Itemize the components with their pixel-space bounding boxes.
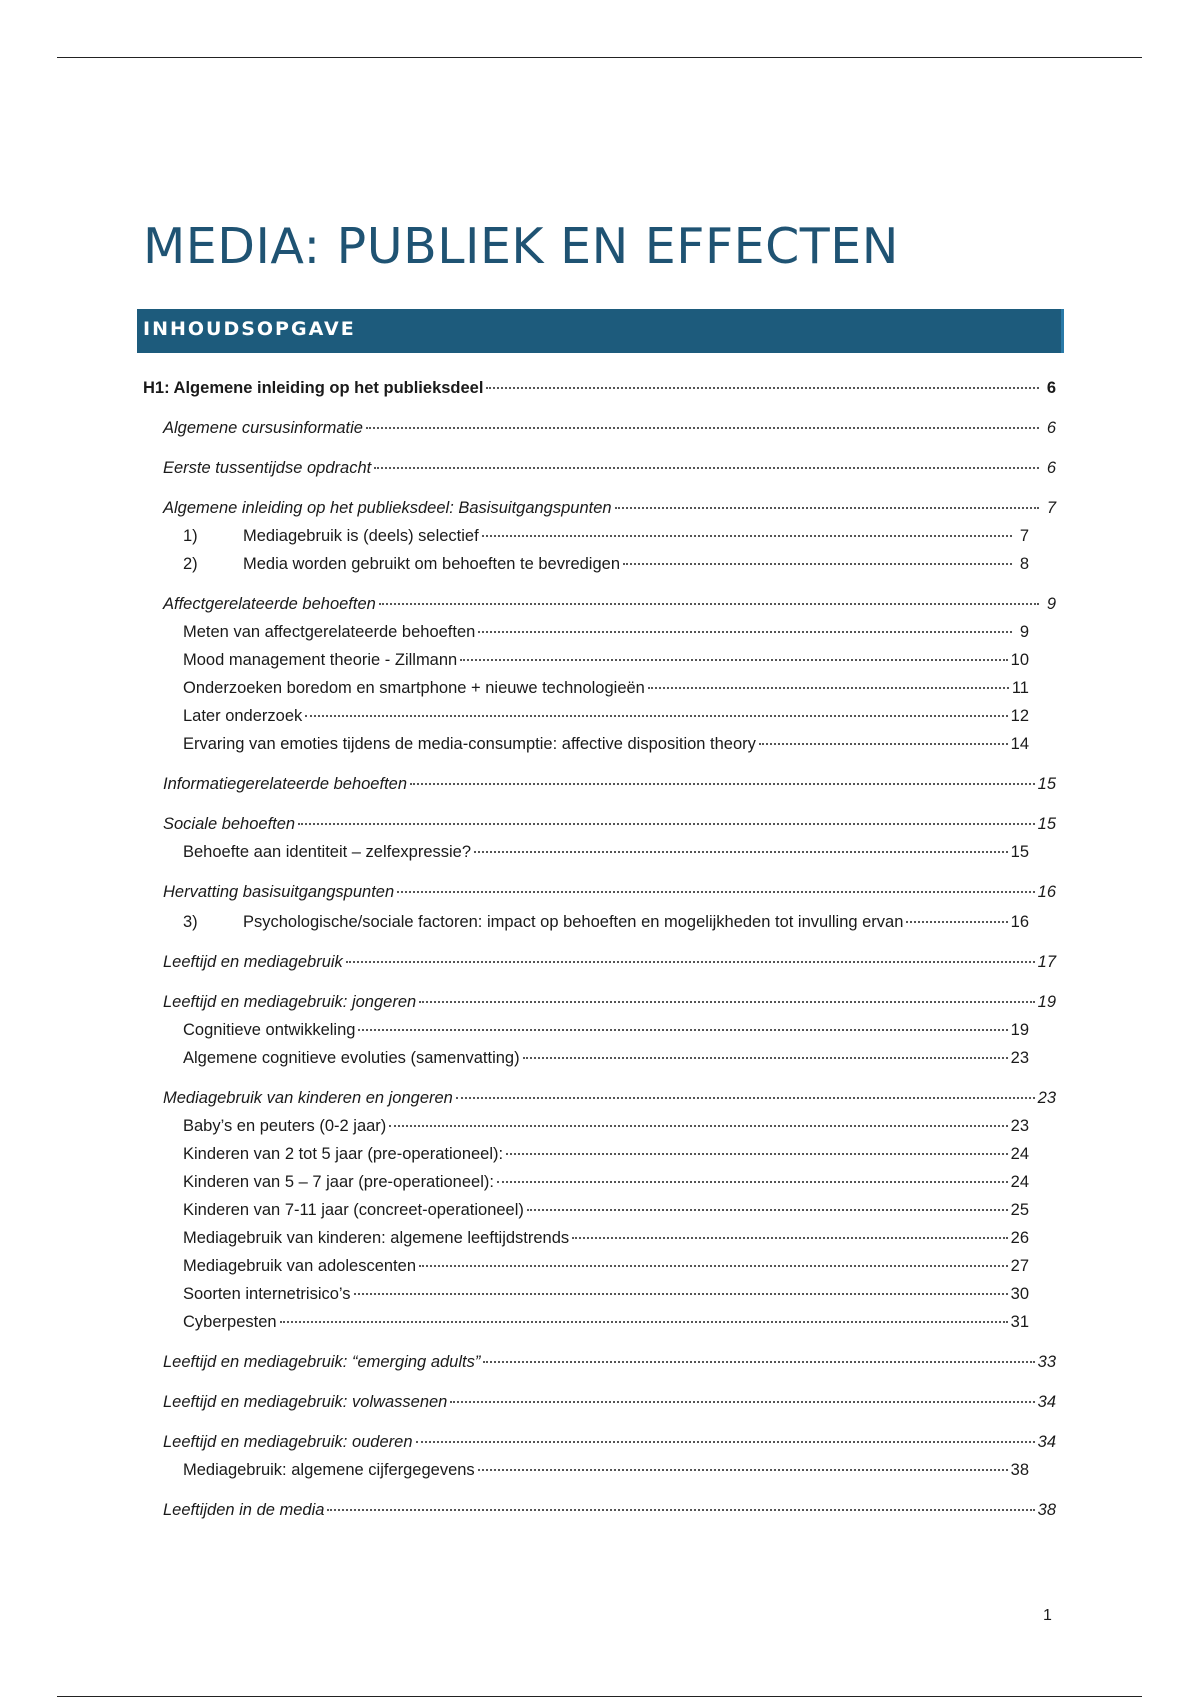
toc-leader-dots <box>327 1509 1034 1511</box>
toc-entry-title: Mediagebruik: algemene cijfergegevens <box>183 1461 475 1479</box>
toc-entry-page: 10 <box>1010 651 1029 669</box>
toc-entry-number: 2) <box>183 555 198 573</box>
toc-entry[interactable] <box>183 1257 1029 1283</box>
toc-entry-page: 38 <box>1037 1501 1056 1519</box>
toc-entry-page: 12 <box>1010 707 1029 725</box>
toc-entry-page: 9 <box>1046 595 1056 613</box>
toc-entry[interactable] <box>183 1313 1029 1339</box>
toc-entry-title: Leeftijden in de media <box>163 1501 325 1519</box>
toc-entry[interactable] <box>163 1353 1056 1379</box>
toc-leader-dots <box>305 715 1007 717</box>
toc-entry-page: 8 <box>1019 555 1029 573</box>
toc-entry-title: Later onderzoek <box>183 707 303 725</box>
toc-leader-dots <box>482 535 1012 537</box>
toc-leader-dots <box>506 1153 1008 1155</box>
toc-entry-page: 15 <box>1010 843 1029 861</box>
toc-entry-title: Ervaring van emoties tijdens de media-consumptie: affective disposition theory <box>183 735 756 753</box>
toc-entry-page: 6 <box>1046 459 1056 477</box>
toc-entry-title: Leeftijd en mediagebruik: volwassenen <box>163 1393 448 1411</box>
toc-entry[interactable] <box>163 993 1056 1019</box>
toc-leader-dots <box>527 1209 1008 1211</box>
toc-leader-dots <box>354 1293 1008 1295</box>
toc-entry-page: 30 <box>1010 1285 1029 1303</box>
toc-entry-title: Affectgerelateerde behoeften <box>163 595 376 613</box>
toc-entry[interactable] <box>183 555 1029 581</box>
toc-entry-page: 26 <box>1010 1229 1029 1247</box>
toc-entry-title: Mediagebruik is (deels) selectief <box>243 527 479 545</box>
toc-leader-dots <box>366 427 1039 429</box>
toc-leader-dots <box>419 1001 1034 1003</box>
toc-entry-title: Kinderen van 5 – 7 jaar (pre-operationeel): <box>183 1173 494 1191</box>
toc-entry-title: Onderzoeken boredom en smartphone + nieuwe technologieën <box>183 679 645 697</box>
toc-entry[interactable] <box>183 735 1029 761</box>
toc-entry-page: 23 <box>1010 1049 1029 1067</box>
toc-entry-page: 7 <box>1046 499 1056 517</box>
toc-entry-title: Meten van affectgerelateerde behoeften <box>183 623 476 641</box>
toc-entry-page: 19 <box>1010 1021 1029 1039</box>
toc-entry[interactable] <box>183 1145 1029 1171</box>
top-rule <box>57 57 1142 58</box>
toc-entry[interactable] <box>163 1433 1056 1459</box>
toc-entry[interactable] <box>163 953 1056 979</box>
toc-entry-page: 27 <box>1010 1257 1029 1275</box>
toc-entry[interactable] <box>183 1049 1029 1075</box>
toc-entry[interactable] <box>163 459 1056 485</box>
toc-leader-dots <box>456 1097 1035 1099</box>
toc-entry-page: 24 <box>1010 1173 1029 1191</box>
toc-entry-title: Algemene cursusinformatie <box>163 419 363 437</box>
toc-entry-page: 15 <box>1037 815 1056 833</box>
toc-entry[interactable] <box>163 1089 1056 1115</box>
toc-entry-number: 1) <box>183 527 198 545</box>
toc-leader-dots <box>759 743 1008 745</box>
toc-entry-title: Informatiegerelateerde behoeften <box>163 775 408 793</box>
toc-entry-page: 33 <box>1037 1353 1056 1371</box>
toc-entry-title: Leeftijd en mediagebruik: jongeren <box>163 993 417 1011</box>
toc-entry-page: 6 <box>1046 419 1056 437</box>
toc-leader-dots <box>346 961 1035 963</box>
toc-entry-title: Mediagebruik van kinderen en jongeren <box>163 1089 453 1107</box>
toc-entry[interactable] <box>183 1117 1029 1143</box>
toc-leader-dots <box>497 1181 1008 1183</box>
toc-entry-title: Kinderen van 2 tot 5 jaar (pre-operationeel): <box>183 1145 504 1163</box>
toc-leader-dots <box>648 687 1009 689</box>
toc-leader-dots <box>906 921 1007 923</box>
toc-entry-page: 7 <box>1019 527 1029 545</box>
toc-entry-title: Soorten internetrisico’s <box>183 1285 351 1303</box>
toc-entry-title: Behoefte aan identiteit – zelfexpressie? <box>183 843 472 861</box>
toc-leader-dots <box>397 891 1034 893</box>
toc-entry[interactable] <box>183 623 1029 649</box>
toc-entry[interactable] <box>163 595 1056 621</box>
toc-leader-dots <box>474 851 1008 853</box>
toc-entry-title: Cognitieve ontwikkeling <box>183 1021 356 1039</box>
toc-entry-page: 24 <box>1010 1145 1029 1163</box>
toc-entry-title: Eerste tussentijdse opdracht <box>163 459 372 477</box>
toc-leader-dots <box>389 1125 1007 1127</box>
toc-leader-dots <box>615 507 1039 509</box>
toc-entry[interactable] <box>183 1021 1029 1047</box>
toc-entry-title: Baby’s en peuters (0-2 jaar) <box>183 1117 387 1135</box>
toc-entry-page: 11 <box>1011 679 1029 697</box>
toc-entry-page: 16 <box>1037 883 1056 901</box>
toc-entry-title: Algemene cognitieve evoluties (samenvatting) <box>183 1049 520 1067</box>
toc-entry-title: Hervatting basisuitgangspunten <box>163 883 395 901</box>
toc-leader-dots <box>410 783 1035 785</box>
toc-entry-title: Mediagebruik van adolescenten <box>183 1257 416 1275</box>
toc-entry-title: Cyberpesten <box>183 1313 277 1331</box>
document-title: MEDIA: PUBLIEK EN EFFECTEN <box>143 218 899 275</box>
toc-entry-page: 14 <box>1010 735 1029 753</box>
toc-entry-page: 15 <box>1037 775 1056 793</box>
toc-leader-dots <box>478 1469 1008 1471</box>
toc-entry-title: Leeftijd en mediagebruik: “emerging adults” <box>163 1353 481 1371</box>
toc-entry[interactable] <box>183 1229 1029 1255</box>
toc-entry-title: Psychologische/sociale factoren: impact op behoeften en mogelijkheden tot invulling ervan <box>243 913 904 931</box>
toc-leader-dots <box>572 1237 1007 1239</box>
toc-entry-title: Sociale behoeften <box>163 815 296 833</box>
toc-entry-title: Leeftijd en mediagebruik: ouderen <box>163 1433 413 1451</box>
toc-leader-dots <box>379 603 1039 605</box>
toc-entry-page: 31 <box>1010 1313 1029 1331</box>
toc-entry[interactable] <box>163 1393 1056 1419</box>
toc-leader-dots <box>416 1441 1035 1443</box>
toc-leader-dots <box>478 631 1012 633</box>
toc-entry-title: Kinderen van 7-11 jaar (concreet-operationeel) <box>183 1201 524 1219</box>
toc-entry-page: 19 <box>1037 993 1056 1011</box>
toc-entry[interactable] <box>163 815 1056 841</box>
toc-entry[interactable] <box>163 775 1056 801</box>
toc-entry[interactable] <box>163 419 1056 445</box>
toc-entry-page: 23 <box>1010 1117 1029 1135</box>
toc-entry[interactable] <box>183 707 1029 733</box>
toc-leader-dots <box>460 659 1007 661</box>
toc-leader-dots <box>298 823 1035 825</box>
page-number: 1 <box>1043 1607 1052 1624</box>
toc-entry[interactable] <box>183 651 1029 677</box>
toc-leader-dots <box>374 467 1039 469</box>
toc-leader-dots <box>419 1265 1008 1267</box>
toc-entry[interactable] <box>183 1461 1029 1487</box>
toc-entry-page: 38 <box>1010 1461 1029 1479</box>
toc-leader-dots <box>623 563 1012 565</box>
toc-entry[interactable] <box>143 379 1056 405</box>
toc-heading: INHOUDSOPGAVE <box>143 318 356 340</box>
toc-entry[interactable] <box>163 883 1056 909</box>
toc-leader-dots <box>523 1057 1008 1059</box>
toc-entry-title: Leeftijd en mediagebruik <box>163 953 343 971</box>
toc-entry-page: 16 <box>1010 913 1029 931</box>
toc-entry[interactable] <box>183 913 1029 939</box>
toc-entry-title: Mood management theorie - Zillmann <box>183 651 458 669</box>
toc-entry[interactable] <box>183 1173 1029 1199</box>
toc-entry[interactable] <box>163 1501 1056 1527</box>
toc-leader-dots <box>483 1361 1034 1363</box>
toc-entry-title: H1: Algemene inleiding op het publieksdeel <box>143 379 484 397</box>
toc-entry[interactable] <box>163 499 1056 525</box>
toc-entry-page: 34 <box>1037 1393 1056 1411</box>
toc-entry-title: Mediagebruik van kinderen: algemene leeftijdstrends <box>183 1229 570 1247</box>
toc-leader-dots <box>486 387 1039 389</box>
toc-heading-banner <box>137 309 1064 353</box>
toc-entry-page: 23 <box>1037 1089 1056 1107</box>
toc-entry[interactable] <box>183 1285 1029 1311</box>
toc-entry-page: 6 <box>1046 379 1056 397</box>
toc-entry-page: 9 <box>1019 623 1029 641</box>
toc-entry-title: Media worden gebruikt om behoeften te bevredigen <box>243 555 620 573</box>
bottom-rule <box>57 1696 1142 1697</box>
toc-entry[interactable] <box>183 527 1029 553</box>
toc-entry-page: 34 <box>1037 1433 1056 1451</box>
toc-leader-dots <box>358 1029 1007 1031</box>
toc-leader-dots <box>450 1401 1034 1403</box>
toc-entry[interactable] <box>183 679 1029 705</box>
toc-entry-number: 3) <box>183 913 198 931</box>
toc-leader-dots <box>280 1321 1008 1323</box>
toc-entry[interactable] <box>183 1201 1029 1227</box>
toc-entry-page: 17 <box>1037 953 1056 971</box>
toc-entry-title: Algemene inleiding op het publieksdeel: Basisuitgangspunten <box>163 499 612 517</box>
toc-entry[interactable] <box>183 843 1029 869</box>
toc-entry-page: 25 <box>1010 1201 1029 1219</box>
